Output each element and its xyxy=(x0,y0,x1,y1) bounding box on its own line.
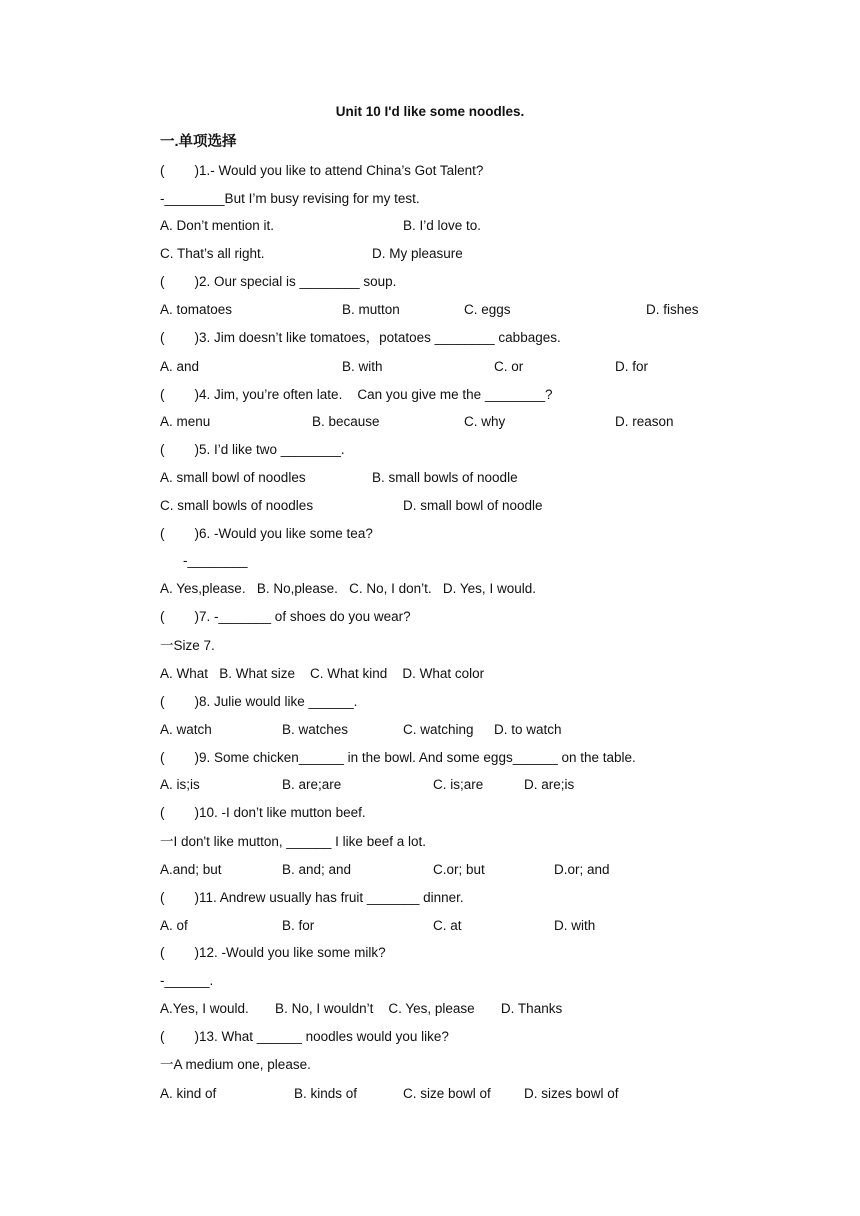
q4-option-d: D. reason xyxy=(615,414,674,429)
q2-option-d: D. fishes xyxy=(646,302,699,317)
q4-option-c: C. why xyxy=(464,414,506,429)
q10-option-a: A.and; but xyxy=(160,862,222,877)
q3-option-d: D. for xyxy=(615,359,649,374)
q13-option-c: C. size bowl of xyxy=(403,1086,491,1101)
question-1: ( )1.- Would you like to attend China’s Got Talent? xyxy=(160,163,484,178)
q1-option-b: B. I’d love to. xyxy=(403,218,482,233)
q8-option-a: A. watch xyxy=(160,722,212,737)
question-2: ( )2. Our special is ________ soup. xyxy=(160,274,397,289)
q13-option-d: D. sizes bowl of xyxy=(524,1086,619,1101)
q5-option-c: C. small bowls of noodles xyxy=(160,498,314,513)
question-12-answer-line: -______. xyxy=(160,973,214,988)
q10-option-c: C.or; but xyxy=(433,862,485,877)
question-8: ( )8. Julie would like ______. xyxy=(160,694,358,709)
q2-option-c: C. eggs xyxy=(464,302,511,317)
q8-option-d: D. to watch xyxy=(494,722,562,737)
question-5: ( )5. I’d like two ________. xyxy=(160,442,345,457)
question-4: ( )4. Jim, you’re often late. Can you give me the ________? xyxy=(160,387,553,402)
q8-option-b: B. watches xyxy=(282,722,349,737)
question-13: ( )13. What ______ noodles would you like? xyxy=(160,1029,449,1044)
q11-option-a: A. of xyxy=(160,918,188,933)
page-title: Unit 10 I'd like some noodles. xyxy=(335,104,525,119)
q3-option-b: B. with xyxy=(342,359,383,374)
question-10: ( )10. -I don’t like mutton beef. xyxy=(160,805,366,820)
q9-option-a: A. is;is xyxy=(160,777,200,792)
q9-option-b: B. are;are xyxy=(282,777,342,792)
q11-option-b: B. for xyxy=(282,918,315,933)
question-6: ( )6. -Would you like some tea? xyxy=(160,526,373,541)
q12-options: A.Yes, I would. B. No, I wouldn’t C. Yes, please D. Thanks xyxy=(160,1001,563,1016)
q5-option-d: D. small bowl of noodle xyxy=(403,498,543,513)
q2-option-b: B. mutton xyxy=(342,302,400,317)
q9-option-c: C. is;are xyxy=(433,777,484,792)
q11-option-c: C. at xyxy=(433,918,462,933)
q1-option-a: A. Don’t mention it. xyxy=(160,218,275,233)
q6-options: A. Yes,please. B. No,please. C. No, I don’t. D. Yes, I would. xyxy=(160,581,536,596)
q3-option-a: A. and xyxy=(160,359,200,374)
question-3: ( )3. Jim doesn’t like tomatoes，potatoes ________ cabbages. xyxy=(160,330,561,345)
question-1-answer-line: -________But I’m busy revising for my test. xyxy=(160,191,420,206)
q5-option-a: A. small bowl of noodles xyxy=(160,470,306,485)
q7-options: A. What B. What size C. What kind D. What color xyxy=(160,666,485,681)
q5-option-b: B. small bowls of noodle xyxy=(372,470,518,485)
q10-option-d: D.or; and xyxy=(554,862,610,877)
question-9: ( )9. Some chicken______ in the bowl. And some eggs______ on the table. xyxy=(160,750,636,765)
question-13-answer-line: 一A medium one, please. xyxy=(160,1057,311,1072)
question-11: ( )11. Andrew usually has fruit _______ dinner. xyxy=(160,890,464,905)
q2-option-a: A. tomatoes xyxy=(160,302,233,317)
q13-option-a: A. kind of xyxy=(160,1086,217,1101)
q1-option-d: D. My pleasure xyxy=(372,246,463,261)
q4-option-a: A. menu xyxy=(160,414,211,429)
q8-option-c: C. watching xyxy=(403,722,474,737)
question-10-answer-line: 一I don't like mutton, ______ I like beef a lot. xyxy=(160,834,426,849)
question-7: ( )7. -_______ of shoes do you wear? xyxy=(160,609,411,624)
question-12: ( )12. -Would you like some milk? xyxy=(160,945,386,960)
section-heading: 一.单项选择 xyxy=(160,134,237,150)
q10-option-b: B. and; and xyxy=(282,862,352,877)
question-7-answer-line: 一Size 7. xyxy=(160,638,215,653)
q4-option-b: B. because xyxy=(312,414,380,429)
q3-option-c: C. or xyxy=(494,359,524,374)
q11-option-d: D. with xyxy=(554,918,596,933)
q1-option-c: C. That’s all right. xyxy=(160,246,265,261)
q13-option-b: B. kinds of xyxy=(294,1086,358,1101)
q9-option-d: D. are;is xyxy=(524,777,575,792)
question-6-answer-line: -________ xyxy=(183,553,248,568)
